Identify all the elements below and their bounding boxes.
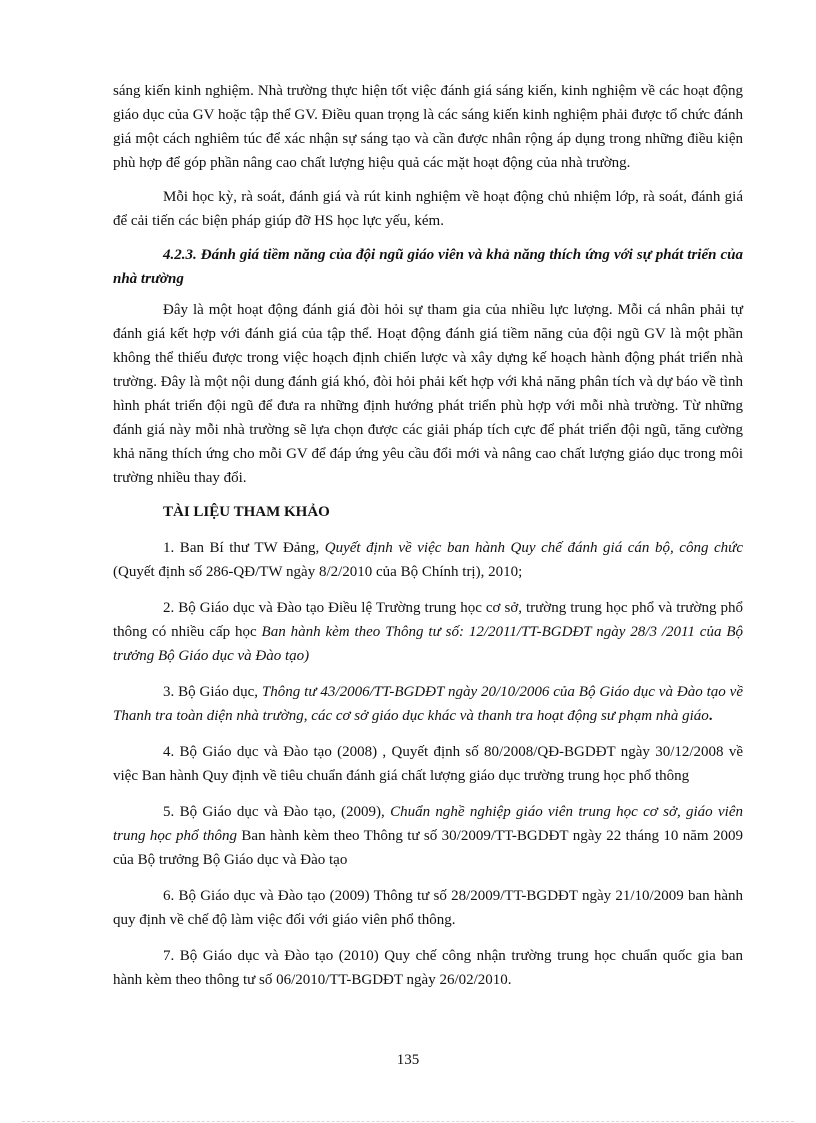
paragraph-semester-review: Mỗi học kỳ, rà soát, đánh giá và rút kinh nghiệm về hoạt động chủ nhiệm lớp, rà soát, đánh giá để cải tiến các biện pháp giúp đỡ HS học lực yếu, kém. [113,189,743,229]
reference-3-author: 3. Bộ Giáo dục, [163,684,262,700]
reference-item-2 [113,596,743,668]
reference-2-title: Ban hành kèm theo Thông tư số: 12/2011/TT-BGDĐT ngày 28/3 /2011 của Bộ trưởng Bộ Giáo dục và Đào tạo) [113,624,743,664]
reference-1-author: 1. Ban Bí thư TW Đảng, [163,540,325,556]
reference-6-text: 6. Bộ Giáo dục và Đào tạo (2009) Thông tư số 28/2009/TT-BGDĐT ngày 21/10/2009 ban hành quy định về chế độ làm việc đối với giáo viên phổ thông. [113,888,743,928]
reference-item-7 [113,944,743,992]
reference-3-title: Thông tư 43/2006/TT-BGDĐT ngày 20/10/2006 của Bộ Giáo dục và Đào tạo về Thanh tra toàn diện nhà trường, các cơ sở giáo dục khác và thanh tra hoạt động sư phạm nhà giáo [113,684,743,724]
reference-5-author: 5. Bộ Giáo dục và Đào tạo, (2009), [163,804,391,820]
page-bottom-divider [22,1121,794,1122]
page-number: 135 [396,1052,420,1068]
reference-2-author: 2. Bộ Giáo dục và Đào tạo Điều lệ Trường trung học cơ sở, trường trung học phổ và trường phổ thông có nhiều cấp học [113,600,743,640]
paragraph-innovation-assessment: sáng kiến kinh nghiệm. Nhà trường thực hiện tốt việc đánh giá sáng kiến, kinh nghiệm về các hoạt động giáo dục của GV hoặc tập thể GV. Điều quan trọng là các sáng kiến kinh nghiệm phải được tổ chức đánh giá một cách nghiêm túc để xác nhận sự sáng tạo và cần được nhân rộng áp dụng trong những điều kiện phù hợp để góp phần nâng cao chất lượng hiệu quả các mặt hoạt động của nhà trường. [113,83,743,171]
reference-4-text: 4. Bộ Giáo dục và Đào tạo (2008) , Quyết định số 80/2008/QĐ-BGDĐT ngày 30/12/2008 về việc Ban hành Quy định về tiêu chuẩn đánh giá chất lượng giáo dục trường trung học phổ thông [113,744,743,784]
reference-1-details: (Quyết định số 286-QĐ/TW ngày 8/2/2010 của Bộ Chính trị), 2010; [113,564,523,580]
reference-item-4 [113,740,743,788]
reference-item-1 [113,536,743,584]
reference-3-details: . [708,708,713,724]
reference-item-5 [113,800,743,872]
reference-5-details: Ban hành kèm theo Thông tư số 30/2009/TT-BGDĐT ngày 22 tháng 10 năm 2009 của Bộ trưởng Bộ Giáo dục và Đào tạo [113,828,743,868]
reference-item-3 [113,680,743,728]
reference-5-title: Chuẩn nghề nghiệp giáo viên trung học cơ sở, giáo viên trung học phổ thông [113,804,743,844]
section-heading-4-2-3: 4.2.3. Đánh giá tiềm năng của đội ngũ giáo viên và khả năng thích ứng với sự phát triển của nhà trường [113,247,743,287]
reference-item-6 [113,884,743,932]
reference-7-text: 7. Bộ Giáo dục và Đào tạo (2010) Quy chế công nhận trường trung học chuẩn quốc gia ban hành kèm theo thông tư số 06/2010/TT-BGDĐT ngày 26/02/2010. [113,948,743,988]
paragraph-teacher-potential: Đây là một hoạt động đánh giá đòi hỏi sự tham gia của nhiều lực lượng. Mỗi cá nhân phải tự đánh giá kết hợp với đánh giá của tập thể. Hoạt động đánh giá tiềm năng của đội ngũ GV là một phần không thể thiếu được trong việc hoạch định chiến lược và xây dựng kế hoạch hành động phát triển nhà trường. Đây là một nội dung đánh giá khó, đòi hỏi phải kết hợp với khả năng phân tích và dự báo về tình hình phát triển đội ngũ để đưa ra những định hướng phát triển phù hợp với mỗi nhà trường. Từ những đánh giá này mỗi nhà trường sẽ lựa chọn được các giải pháp tích cực để phát triển đội ngũ, tăng cường khả năng thích ứng cho mỗi GV để đáp ứng yêu cầu đổi mới và nâng cao chất lượng giáo dục trong môi trường nhiều thay đổi. [113,302,743,486]
reference-1-title: Quyết định về việc ban hành Quy chế đánh giá cán bộ, công chức [324,540,743,556]
references-heading: TÀI LIỆU THAM KHẢO [163,504,330,520]
document-body [113,79,743,1004]
